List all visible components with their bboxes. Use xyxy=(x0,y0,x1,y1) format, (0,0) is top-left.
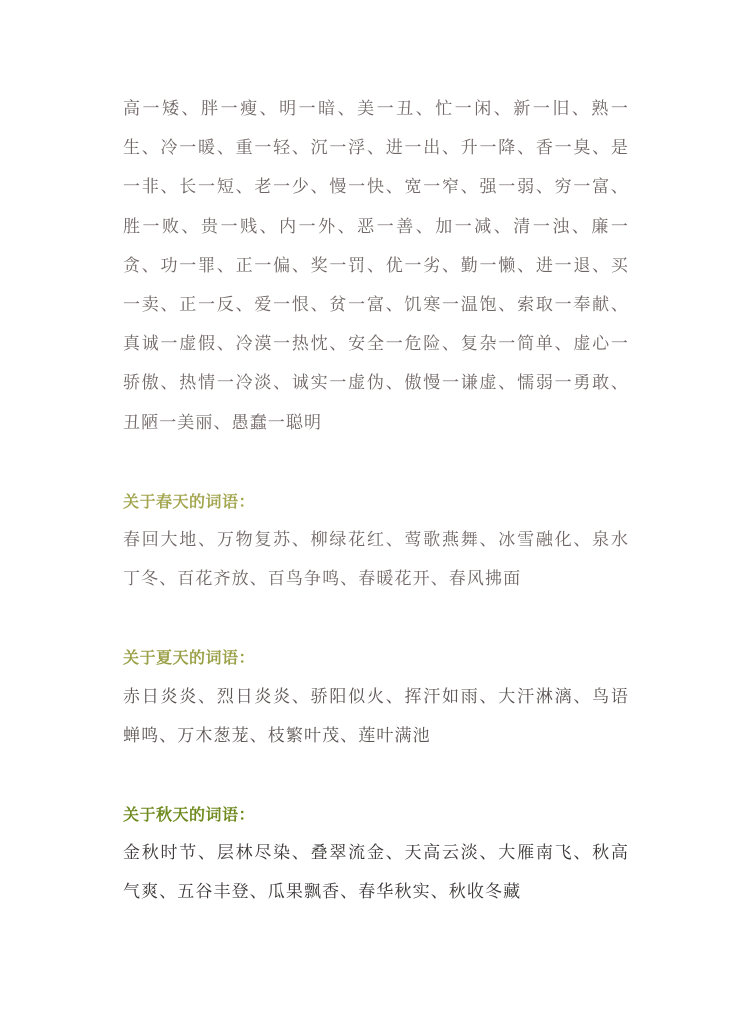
spring-words-section xyxy=(123,482,629,600)
antonyms-paragraph: 高一矮、胖一瘦、明一暗、美一丑、忙一闲、新一旧、熟一生、冷一暖、重一轻、沉一浮、进一出、升一降、香一臭、是一非、长一短、老一少、慢一快、宽一窄、强一弱、穷一富、胜一败、贵一贱、内一外、恶一善、加一减、清一浊、廉一贪、功一罪、正一偏、奖一罚、优一劣、勤一懒、进一退、买一卖、正一反、爱一恨、贫一富、饥寒一温饱、索取一奉献、真诚一虚假、冷漠一热忱、安全一危险、复杂一简单、虚心一骄傲、热情一冷淡、诚实一虚伪、傲慢一谦虚、懦弱一勇敢、丑陋一美丽、愚蠢一聪明 xyxy=(123,99,629,433)
summer-section-title: 关于夏天的词语： xyxy=(123,648,256,668)
summer-words-section xyxy=(123,638,629,756)
autumn-words-paragraph: 金秋时节、层林尽染、叠翠流金、天高云淡、大雁南飞、秋高气爽、五谷丰登、瓜果飘香、春华秋实、秋收冬藏 xyxy=(123,843,629,903)
autumn-section-title: 关于秋天的词语： xyxy=(123,805,256,825)
spring-words-paragraph: 春回大地、万物复苏、柳绿花红、莺歌燕舞、冰雪融化、泉水丁冬、百花齐放、百鸟争鸣、春暖花开、春风拂面 xyxy=(123,530,629,590)
autumn-words-section xyxy=(123,795,629,913)
article-body xyxy=(123,90,629,913)
spring-section-title: 关于春天的词语： xyxy=(123,491,256,511)
summer-words-paragraph: 赤日炎炎、烈日炎炎、骄阳似火、挥汗如雨、大汗淋漓、鸟语蝉鸣、万木葱茏、枝繁叶茂、莲叶满池 xyxy=(123,686,629,746)
